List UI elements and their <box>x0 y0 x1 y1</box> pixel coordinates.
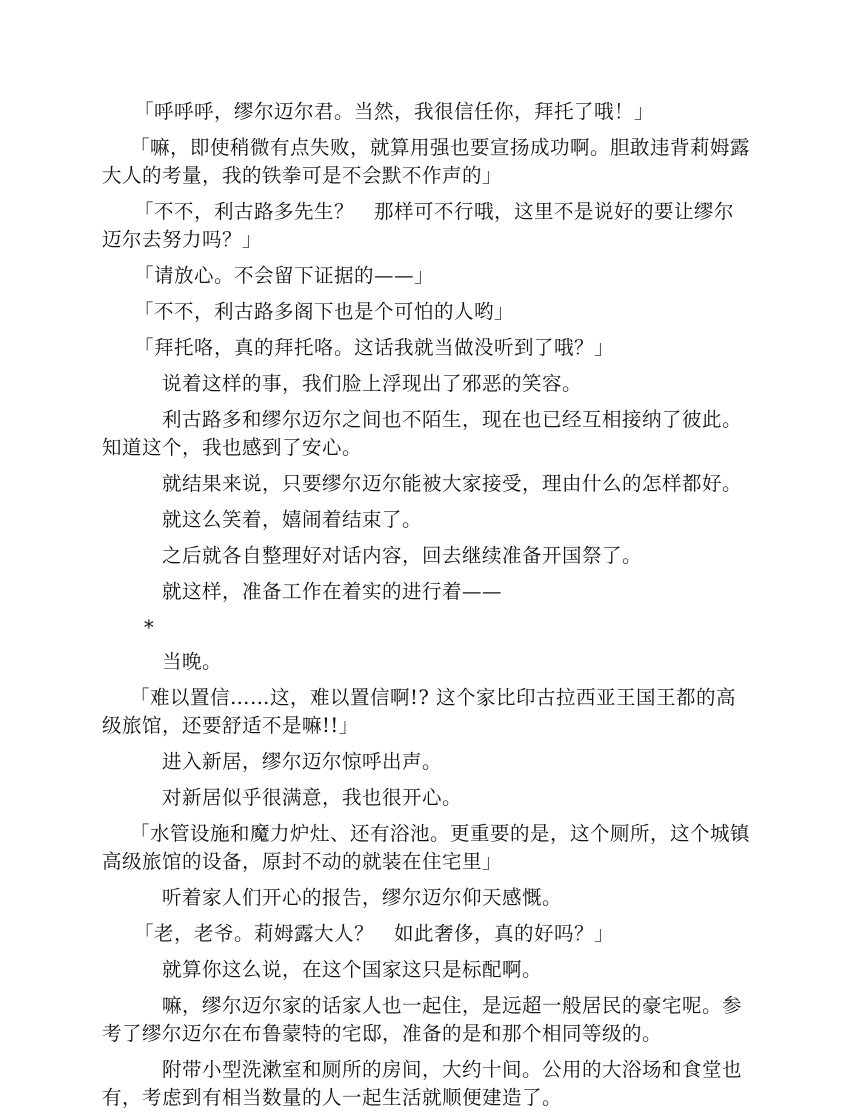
dialogue-paragraph: 「不不，利古路多阁下也是个可怕的人哟」 <box>134 300 515 323</box>
narration-paragraph: 利古路多和缪尔迈尔之间也不陌生，现在也已经互相接纳了彼此。知道这个，我也感到了安心。 <box>102 408 743 459</box>
narration-paragraph: 就这么笑着，嬉闹着结束了。 <box>162 508 423 531</box>
narration-paragraph: 当晚。 <box>162 650 223 673</box>
narration-paragraph: 进入新居，缪尔迈尔惊呼出声。 <box>162 750 443 773</box>
narration-paragraph: 就算你这么说，在这个国家这只是标配啊。 <box>162 958 543 981</box>
narration-paragraph: 说着这样的事，我们脸上浮现出了邪恶的笑容。 <box>162 372 583 395</box>
dialogue-paragraph: 「嘛，即使稍微有点失败，就算用强也要宣扬成功啊。胆敢违背莉姆露大人的考量，我的铁拳可是不会默不作声的」 <box>102 136 751 187</box>
dialogue-paragraph: 「呼呼呼，缪尔迈尔君。当然，我很信任你，拜托了哦！」 <box>134 100 655 123</box>
dialogue-paragraph: 「水管设施和魔力炉灶、还有浴池。更重要的是，这个厕所，这个城镇高级旅馆的设备，原封不动的就装在住宅里」 <box>102 822 751 873</box>
dialogue-paragraph: 「不不，利古路多先生？ 那样可不行哦，这里不是说好的要让缪尔迈尔去努力吗？」 <box>102 200 735 251</box>
dialogue-paragraph: 「请放心。不会留下证据的——」 <box>134 264 435 287</box>
narration-paragraph: 听着家人们开心的报告，缪尔迈尔仰天感慨。 <box>162 886 563 909</box>
dialogue-paragraph: 「拜托咯，真的拜托咯。这话我就当做没听到了哦？」 <box>134 336 615 359</box>
body-text <box>102 98 752 1120</box>
narration-paragraph: 对新居似乎很满意，我也很开心。 <box>162 786 463 809</box>
scene-break-asterisk: * <box>144 616 155 639</box>
narration-paragraph: 之后就各自整理好对话内容，回去继续准备开国祭了。 <box>162 544 643 567</box>
narration-paragraph: 附带小型洗漱室和厕所的房间，大约十间。公用的大浴场和食堂也有，考虑到有相当数量的人一起生活就顺便建造了。 <box>102 1058 743 1109</box>
dialogue-paragraph: 「老，老爷。莉姆露大人？ 如此奢侈，真的好吗？」 <box>134 922 615 945</box>
narration-paragraph: 就结果来说，只要缪尔迈尔能被大家接受，理由什么的怎样都好。 <box>162 472 743 495</box>
narration-paragraph: 就这样，准备工作在着实的进行着—— <box>162 580 503 603</box>
dialogue-paragraph: 「难以置信……这，难以置信啊!? 这个家比印古拉西亚王国王都的高级旅馆，还要舒适不是嘛!!」 <box>102 686 736 737</box>
narration-paragraph: 嘛，缪尔迈尔家的话家人也一起住，是远超一般居民的豪宅呢。参考了缪尔迈尔在布鲁蒙特的宅邸，准备的是和那个相同等级的。 <box>102 994 743 1045</box>
